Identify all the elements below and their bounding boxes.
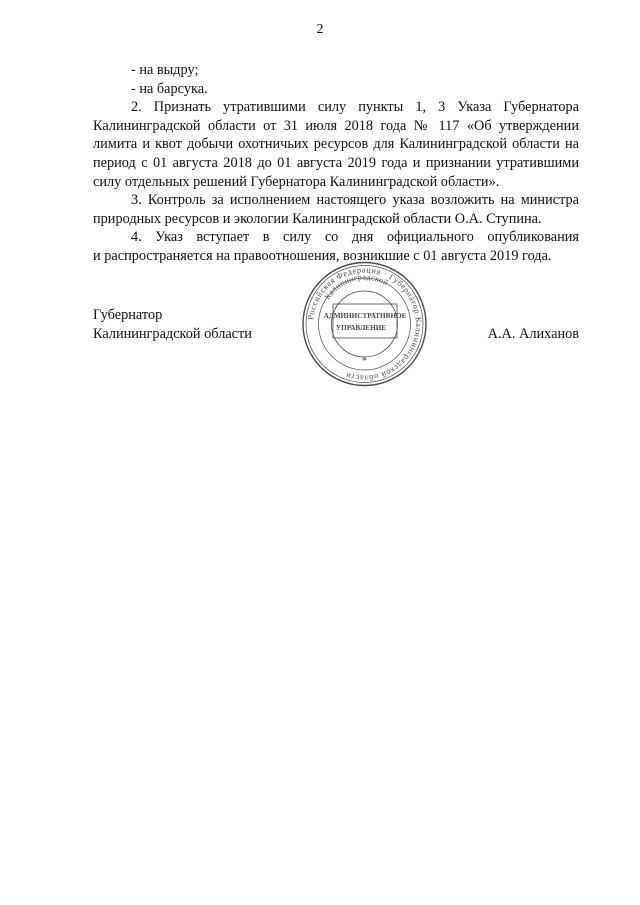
signatory-name: А.А. Алиханов: [487, 326, 579, 342]
list-item-otter: - на выдру;: [131, 62, 199, 78]
paragraph-2-line-4: период с 01 августа 2018 до 01 августа 2019 года и признании утратившими: [93, 154, 579, 171]
signatory-title: [93, 306, 252, 344]
paragraph-2-line-2: Калининградской области от 31 июля 2018 года № 117 «Об утверждении: [93, 117, 579, 134]
paragraph-2-line-3: лимита и квот добычи охотничьих ресурсов для Калининградской области на: [93, 136, 579, 153]
paragraph-2-line-5: силу отдельных решений Губернатора Калининградской области».: [93, 173, 500, 190]
paragraph-4-line-2: и распространяется на правоотношения, возникшие с 01 августа 2019 года.: [93, 247, 552, 264]
seal-star-icon: *: [362, 356, 367, 367]
paragraph-3-line-1: 3. Контроль за исполнением настоящего указа возложить на министра: [131, 192, 579, 209]
paragraph-2-line-1: 2. Признать утратившими силу пункты 1, 3 Указа Губернатора: [131, 99, 579, 116]
seal-box-line-1: АДМИНИСТРАТИВНОЕ: [323, 312, 407, 320]
paragraph-4-line-1: 4. Указ вступает в силу со дня официального опубликования: [131, 229, 579, 246]
page-number: 2: [316, 22, 324, 37]
official-seal: [297, 259, 432, 389]
signatory-title-line-2: Калининградской области: [93, 326, 252, 342]
list-item-badger: - на барсука.: [131, 80, 208, 97]
seal-outer-text: Российская Федерация · Губернатор Калининградской области: [306, 265, 424, 383]
paragraph-3-line-2: природных ресурсов и экологии Калининградской области О.А. Ступина.: [93, 210, 542, 227]
signatory-title-line-1: Губернатор: [93, 307, 163, 323]
seal-box-line-2: УПРАВЛЕНИЕ: [335, 324, 387, 332]
seal-inner-text: Калининградской: [322, 272, 390, 302]
document-body: [93, 61, 579, 266]
